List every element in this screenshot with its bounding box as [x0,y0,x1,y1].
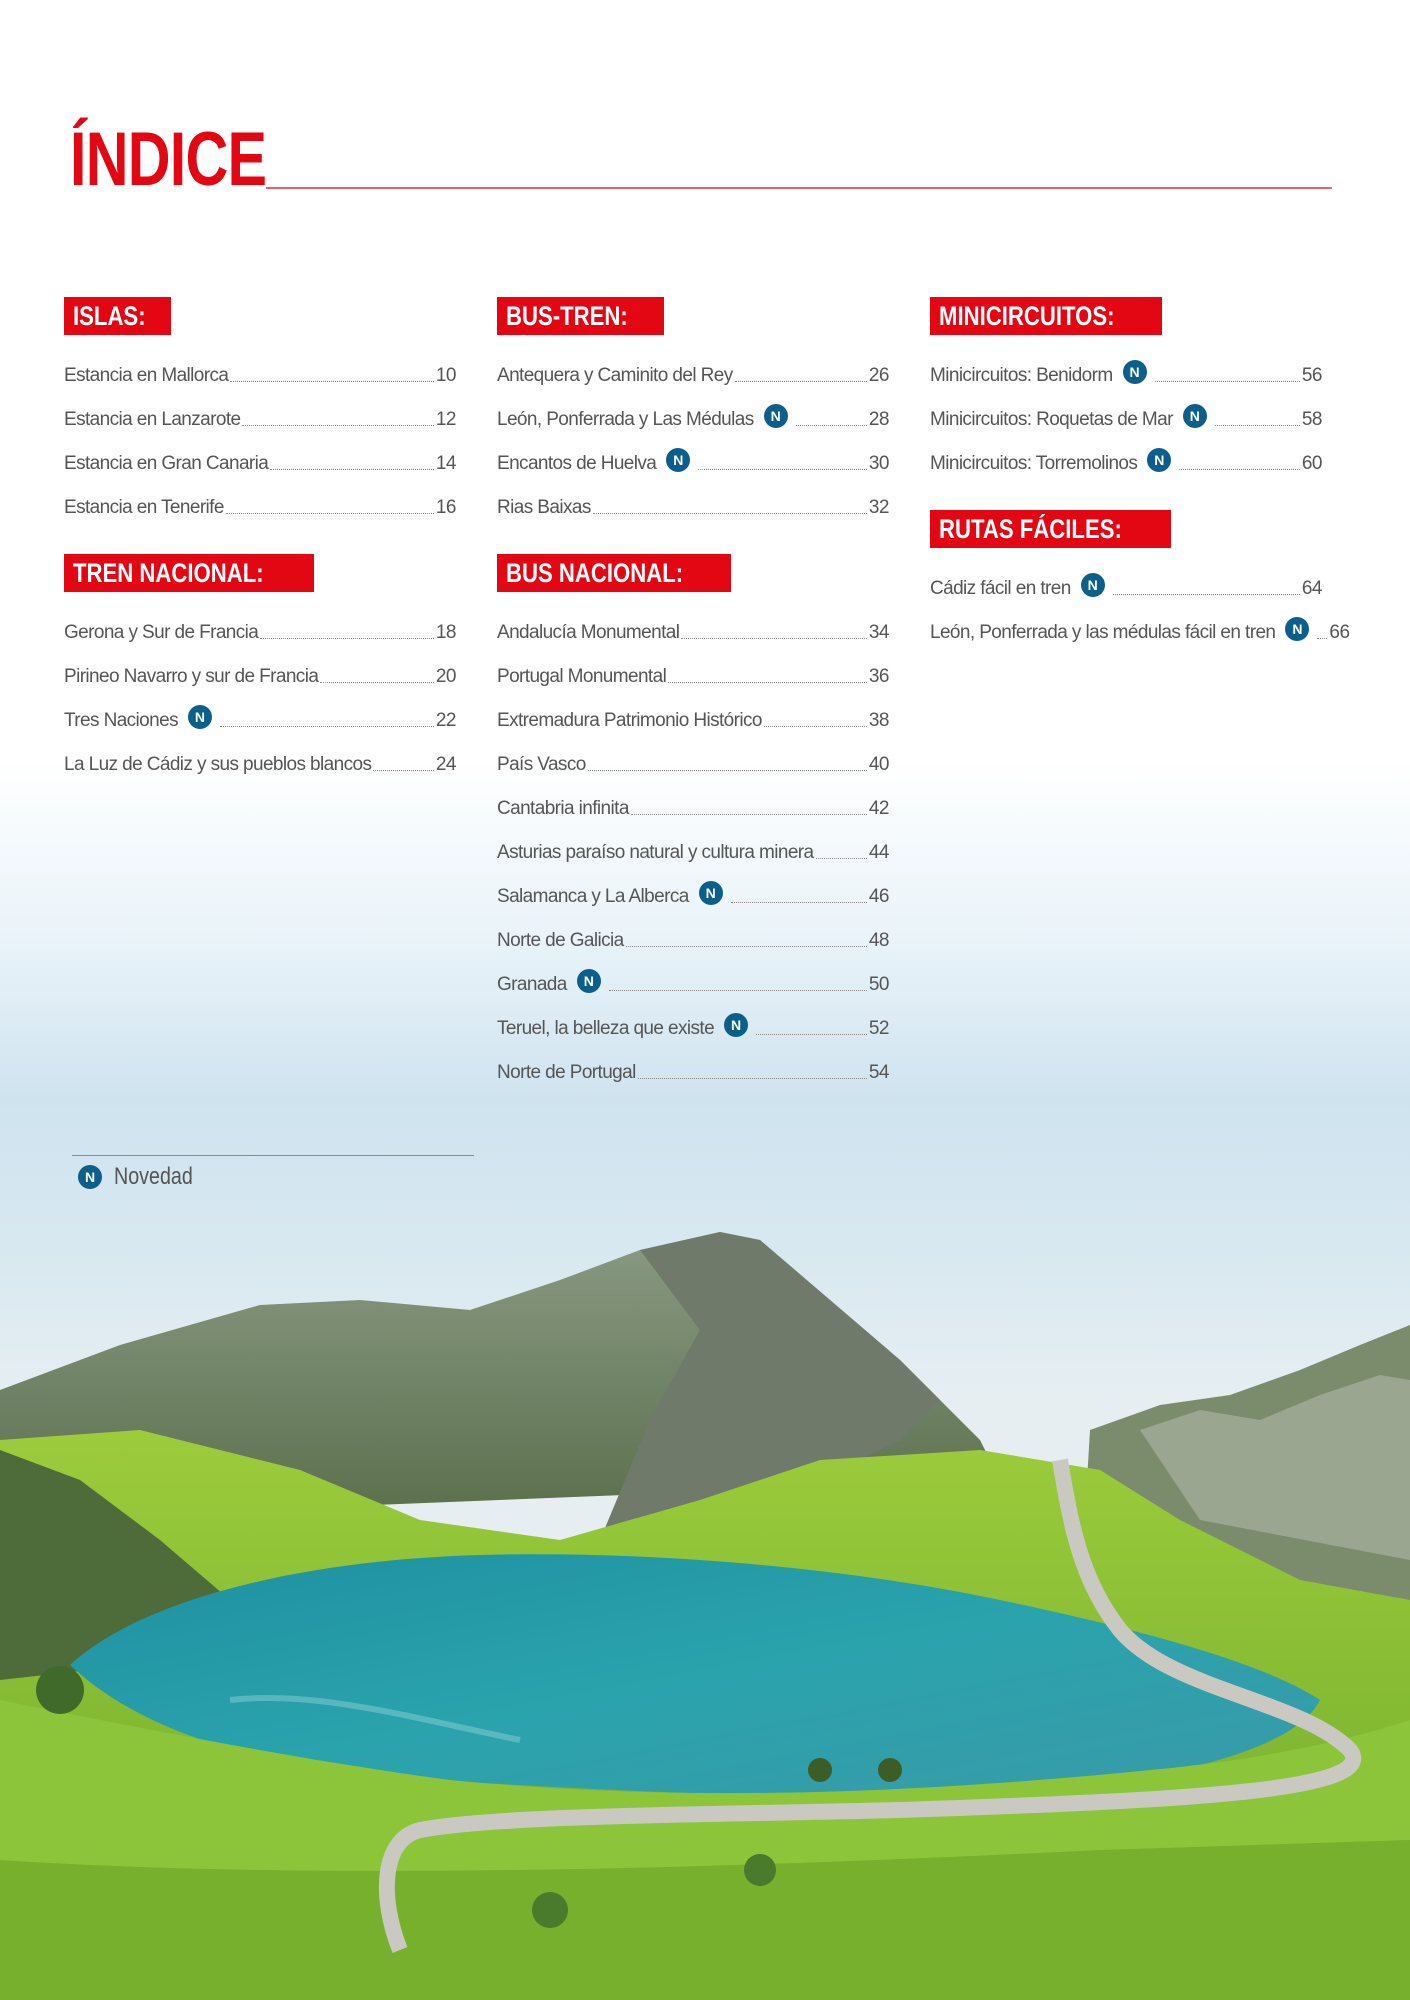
dot-leader [756,1034,867,1035]
section-header [497,297,664,335]
index-entry[interactable] [930,557,1322,601]
new-badge-icon: N [1081,573,1105,597]
new-badge-icon: N [1285,617,1309,641]
dot-leader [220,726,434,727]
index-entry[interactable] [497,909,889,953]
entry-title: Minicircuitos: Torremolinos [930,453,1138,474]
entry-page-number: 54 [868,1062,889,1083]
entry-page-number: 12 [435,409,456,430]
dot-leader [1317,638,1327,639]
entry-title: País Vasco [497,754,586,775]
entry-title: León, Ponferrada y las médulas fácil en tren [930,622,1276,643]
entry-page-number: 50 [868,974,889,995]
legend [78,1163,210,1191]
page-title: ÍNDICE [70,117,267,202]
dot-leader [631,814,867,815]
index-entry[interactable] [497,1041,889,1085]
section-header-label: BUS-TREN: [506,301,628,331]
section-header-label: TREN NACIONAL: [73,558,264,588]
dot-leader [242,425,433,426]
title-rule [266,187,1332,189]
index-entry[interactable] [497,344,889,388]
entry-title: Norte de Galicia [497,930,624,951]
entry-page-number: 66 [1329,622,1350,643]
index-entry[interactable] [497,733,889,777]
new-badge-icon: N [764,404,788,428]
dot-leader [373,770,434,771]
entry-page-number: 42 [868,798,889,819]
entry-page-number: 64 [1301,578,1322,599]
index-entry[interactable] [64,476,456,520]
new-badge-icon: N [699,881,723,905]
index-entry[interactable] [497,821,889,865]
dot-leader [588,770,867,771]
index-section [930,510,1350,645]
index-entry[interactable] [64,733,456,777]
entry-title: Salamanca y La Alberca [497,886,689,907]
entry-title: Minicircuitos: Benidorm [930,365,1113,386]
dot-leader [230,381,433,382]
dot-leader [260,638,434,639]
entry-page-number: 26 [868,365,889,386]
new-badge-icon: N [1183,404,1207,428]
index-entry[interactable] [497,432,889,476]
dot-leader [816,858,867,859]
section-header-label: MINICIRCUITOS: [939,301,1115,331]
dot-leader [764,726,867,727]
legend-label: Novedad [114,1163,193,1190]
index-section [930,297,1322,476]
entry-page-number: 38 [868,710,889,731]
entry-title: Andalucía Monumental [497,622,680,643]
legend-rule [72,1155,474,1156]
index-section [497,297,889,520]
index-entry[interactable] [930,601,1350,645]
index-entry[interactable] [497,645,889,689]
entry-title: Cádiz fácil en tren [930,578,1071,599]
entry-title: Cantabria infinita [497,798,629,819]
entry-title: Estancia en Gran Canaria [64,453,269,474]
dot-leader [626,946,867,947]
entry-title: Teruel, la belleza que existe [497,1018,715,1039]
index-column-3 [930,297,1350,679]
new-badge-icon: N [666,448,690,472]
dot-leader [731,902,867,903]
entry-page-number: 24 [435,754,456,775]
dot-leader [1155,381,1300,382]
index-entry[interactable] [497,953,889,997]
index-entry[interactable] [64,344,456,388]
entry-title: Estancia en Lanzarote [64,409,241,430]
new-badge-icon: N [188,705,212,729]
section-header [497,554,731,592]
entry-title: Antequera y Caminito del Rey [497,365,733,386]
entry-title: Encantos de Huelva [497,453,657,474]
index-entry[interactable] [64,645,456,689]
new-badge-icon: N [1147,448,1171,472]
entry-title: Pirineo Navarro y sur de Francia [64,666,319,687]
new-badge-icon: N [78,1165,102,1189]
dot-leader [668,682,867,683]
entry-title: Portugal Monumental [497,666,667,687]
dot-leader [593,513,867,514]
entry-page-number: 30 [868,453,889,474]
entry-title: Gerona y Sur de Francia [64,622,259,643]
entry-page-number: 52 [868,1018,889,1039]
dot-leader [226,513,434,514]
entry-page-number: 18 [435,622,456,643]
index-section [497,554,889,1085]
entry-title: León, Ponferrada y Las Médulas [497,409,754,430]
entry-page-number: 60 [1301,453,1322,474]
section-header [64,554,314,592]
dot-leader [609,990,867,991]
index-entry[interactable] [497,388,889,432]
entry-page-number: 56 [1301,365,1322,386]
dot-leader [796,425,867,426]
index-entry[interactable] [497,777,889,821]
entry-title: Minicircuitos: Roquetas de Mar [930,409,1173,430]
section-header [64,297,171,335]
entry-page-number: 34 [868,622,889,643]
index-entry[interactable] [64,432,456,476]
index-entry[interactable] [497,997,889,1041]
index-entry[interactable] [497,865,889,909]
section-header-label: BUS NACIONAL: [506,558,684,588]
entry-page-number: 36 [868,666,889,687]
index-entry[interactable] [930,432,1322,476]
index-section [64,554,456,777]
entry-title: Estancia en Mallorca [64,365,229,386]
entry-page-number: 32 [868,497,889,518]
dot-leader [638,1078,867,1079]
section-header [930,510,1171,548]
index-entry[interactable] [497,601,889,645]
section-header-label: RUTAS FÁCILES: [939,514,1122,544]
index-entry[interactable] [930,344,1322,388]
dot-leader [1113,594,1300,595]
entry-page-number: 44 [868,842,889,863]
entry-title: Norte de Portugal [497,1062,636,1083]
index-entry[interactable] [64,601,456,645]
entry-title: Rias Baixas [497,497,591,518]
entry-page-number: 22 [435,710,456,731]
entry-page-number: 58 [1301,409,1322,430]
entry-page-number: 14 [435,453,456,474]
entry-page-number: 16 [435,497,456,518]
dot-leader [270,469,434,470]
index-section [64,297,456,520]
dot-leader [1179,469,1300,470]
section-header [930,297,1162,335]
index-entry[interactable] [497,476,889,520]
entry-title: Extremadura Patrimonio Histórico [497,710,762,731]
dot-leader [698,469,867,470]
entry-page-number: 40 [868,754,889,775]
entry-page-number: 46 [868,886,889,907]
index-entry[interactable] [930,388,1322,432]
new-badge-icon: N [1123,360,1147,384]
entry-title: Asturias paraíso natural y cultura minera [497,842,814,863]
entry-title: La Luz de Cádiz y sus pueblos blancos [64,754,372,775]
dot-leader [1215,425,1300,426]
new-badge-icon: N [724,1013,748,1037]
index-entry[interactable] [64,689,456,733]
entry-title: Tres Naciones [64,710,178,731]
new-badge-icon: N [577,969,601,993]
index-column-2 [497,297,889,1119]
section-header-label: ISLAS: [73,301,146,331]
dot-leader [320,682,434,683]
entry-page-number: 10 [435,365,456,386]
entry-page-number: 48 [868,930,889,951]
index-entry[interactable] [64,388,456,432]
dot-leader [681,638,867,639]
dot-leader [735,381,867,382]
entry-page-number: 28 [868,409,889,430]
index-column-1 [64,297,456,811]
entry-page-number: 20 [435,666,456,687]
entry-title: Granada [497,974,567,995]
index-entry[interactable] [497,689,889,733]
entry-title: Estancia en Tenerife [64,497,224,518]
